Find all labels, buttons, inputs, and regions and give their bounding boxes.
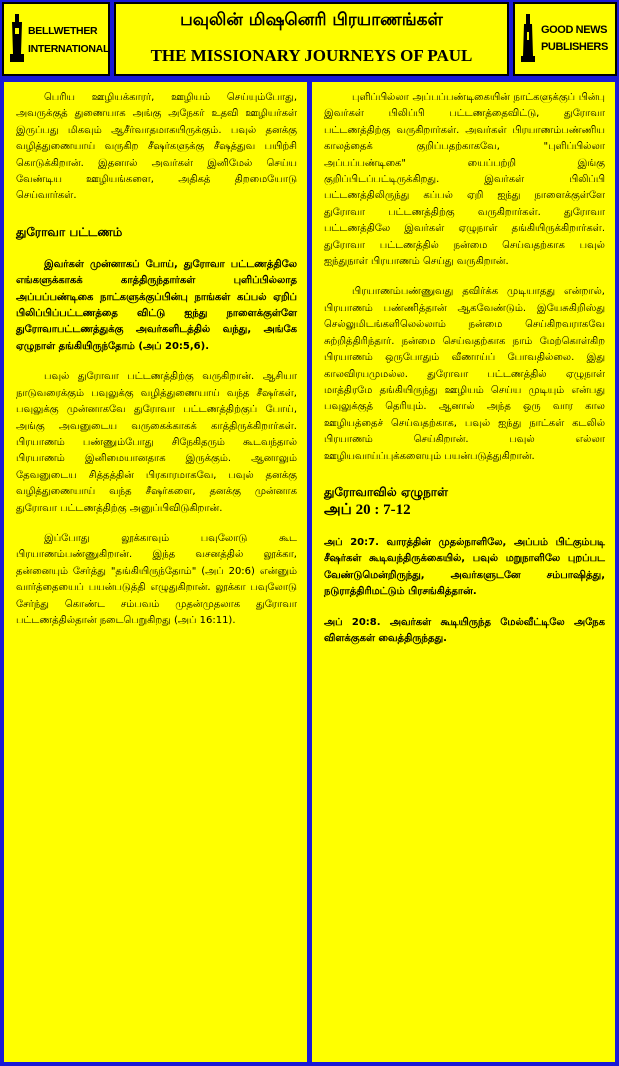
bell-tower-icon [10, 14, 24, 62]
logo-right-line2: PUBLISHERS [541, 41, 608, 53]
section-heading-title: துரோவாவில் ஏழுநாள் [324, 484, 448, 499]
left-paragraph-3: பவுல் துரோவா பட்டணத்திற்கு வருகிறான். ஆசியா நாடுவரைக்கும் பவுலுக்கு வழித்துணையாய் வந்த சீஷர்கள், பவுலுக்கு முன்னாகவே துரோவா பட்டணத்திற்குப் போய், அங்கு அவனுடைய வருகைக்காகக் காத்திருக்கிறார்கள். பிரயாணம் பண்ணும்போது சிநேகிதரும் கூடவந்தால் பிரயாணம் இனிமையானதாக இருக்கும். ஆனாலும் தேவனுடைய சித்தத்தின் பிரகாரமாகவே, பவுல் தனக்கு வழித்துணையாய் வந்த சீஷர்களை, தனக்கு முன்னாக துரோவா பட்டணத்திற்கு அனுப்பிவிடுகிறான். [16, 371, 297, 514]
right-paragraph-1: புளிப்பில்லா அப்பப்பண்டிகையின் நாட்களுக்குப் பின்பு இவர்கள் பிலிப்பி பட்டணத்தைவிட்டு, துரோவா பட்டணத்திற்கு வருகிறார்கள். அவர்கள் பிரயாணம்பண்ணிய காலத்தைக் குறிப்பதற்காகவே, "புளிப்பில்லா அப்பப்பண்டிகை" யைப்பற்றி இங்கு குறிப்பிடப்பட்டிருக்கிறது. இவர்கள் பிலிப்பி பட்டணத்திலிருந்து கப்பல் ஏறி ஐந்து நாளைக்குள்ளே துரோவா பட்டணத்திற்கு வருகிறார்கள். துரோவா பட்டணத்திலே இவர்கள் ஏழுநாள் தங்கியிருக்கிறார்கள். துரோவா பட்டணத்தில் நன்மை செய்வதற்காக பவுல் ஐந்துநாள் பிரயாணம் செய்து வருகிறான். [324, 92, 605, 268]
section-heading-reference: அப் 20 : 7-12 [324, 501, 411, 518]
page-header [2, 2, 617, 80]
tower-icon [521, 14, 535, 62]
left-paragraph-1: பெரிய ஊழியக்காரர், ஊழியம் செய்யும்போது, அவருக்குத் துணையாக அங்கு அநேகர் உதவி ஊழியர்கள் இருப்பது மிகவும் ஆசீர்வாதமாகயிருக்கும். பவுல் தனக்கு வழித்துணையாய் வருகிற சீஷர்களுக்கு சீஷத்துவ பயிற்சி கொடுக்கிறான். இதனால் அவர்கள் இனிமேல் செய்ய வேண்டிய ஊழியங்களை, அதிகத் திறமையோடு செய்வார்கள். [16, 92, 297, 202]
logo-left-line2: INTERNATIONAL [28, 43, 110, 55]
right-column [312, 82, 615, 1062]
section-heading-troas: துரோவா பட்டணம் [16, 224, 123, 239]
right-verse-20-8: அப் 20:8. அவர்கள் கூடியிருந்த மேல்வீட்டிலே அநேக விளக்குகள் வைத்திருந்தது. [324, 616, 605, 644]
left-paragraph-4: இப்போது லூக்காவும் பவுலோடு கூட பிரயாணம்பண்ணுகிறான். இந்த வசனத்தில் லூக்கா, தன்னையும் சேர்த்து "தங்கியிருந்தோம்" (அப் 20:6) என்னும் வார்த்தையைப் பயன்படுத்தி எழுதுகிறான். லூக்கா பவுலோடு சேர்ந்து கொண்ட சம்பவம் முதன்முதலாக துரோவா பட்டணத்தில்தான் நடைபெறுகிறது (அப் 16:11). [16, 532, 297, 626]
title-tamil: பவுலின் மிஷனெரி பிரயாணங்கள் [180, 10, 443, 30]
right-paragraph-2: பிரயாணம்பண்ணுவது தவிர்க்க முடியாதது என்றால், பிரயாணம் பண்ணித்தான் ஆகவேண்டும். இயேசுகிறிஸ்து செல்லுமிடங்களிலெல்லாம் நன்மை செய்கிறவராகவே சுற்றித்திரிந்தார். நன்மை செய்வதற்காக நாம் மேற்கொள்கிற பிரயாணம் ஒருபோதும் வீணாய்ப் போவதில்லை. இது காலவிரயமுமல்ல. துரோவா பட்டணத்தில் ஏழுநாள் மாத்திரமே தங்கியிருந்து ஊழியம் செய்ய முடியும் என்பது பவுலுக்குத் தெரியும். ஆனால் அந்த ஒரு வார கால ஊழியத்தைச் செய்வதற்காக, பவுல் ஐந்து நாட்கள் கடலில் பிரயாணம் செய்கிறான். பவுல் எல்லா ஊழியவாய்ப்புக்களையும் பயன்படுத்துகிறான். [324, 286, 605, 462]
left-column [4, 82, 307, 1062]
section-heading-seven-days [324, 483, 605, 519]
title-box [114, 2, 509, 76]
title-english: THE MISSIONARY JOURNEYS OF PAUL [150, 46, 473, 65]
left-scripture-quote: இவர்கள் முன்னாகப் போய், துரோவா பட்டணத்திலே எங்களுக்காகக் காத்திருந்தார்கள் புளிப்பில்லாத அப்பப்பண்டிகை நாட்களுக்குப்பின்பு நாங்கள் கப்பல் ஏறிப் பிலிப்பிப்பட்டணத்தை விட்டு ஐந்து நாளைக்குள்ளே துரோவாபட்டணத்துக்கு அவர்களிடத்தில் வந்து, அங்கே ஏழுநாள் தங்கியிருந்தோம் (அப் 20:5,6). [16, 258, 297, 352]
logo-right-line1: GOOD NEWS [541, 24, 608, 36]
bellwether-logo [2, 2, 110, 76]
good-news-logo [513, 2, 617, 76]
right-verse-20-7: அப் 20:7. வாரத்தின் முதல்நாளிலே, அப்பம் பிட்கும்படி சீஷர்கள் கூடிவந்திருக்கையில், பவுல் மறுநாளிலே புறப்பட வேண்டுமென்றிருந்து, அவர்களுடனே சம்பாஷித்து, நடுராத்திரிமட்டும் பிரசங்கித்தான். [324, 536, 605, 598]
logo-left-line1: BELLWETHER [28, 25, 98, 37]
